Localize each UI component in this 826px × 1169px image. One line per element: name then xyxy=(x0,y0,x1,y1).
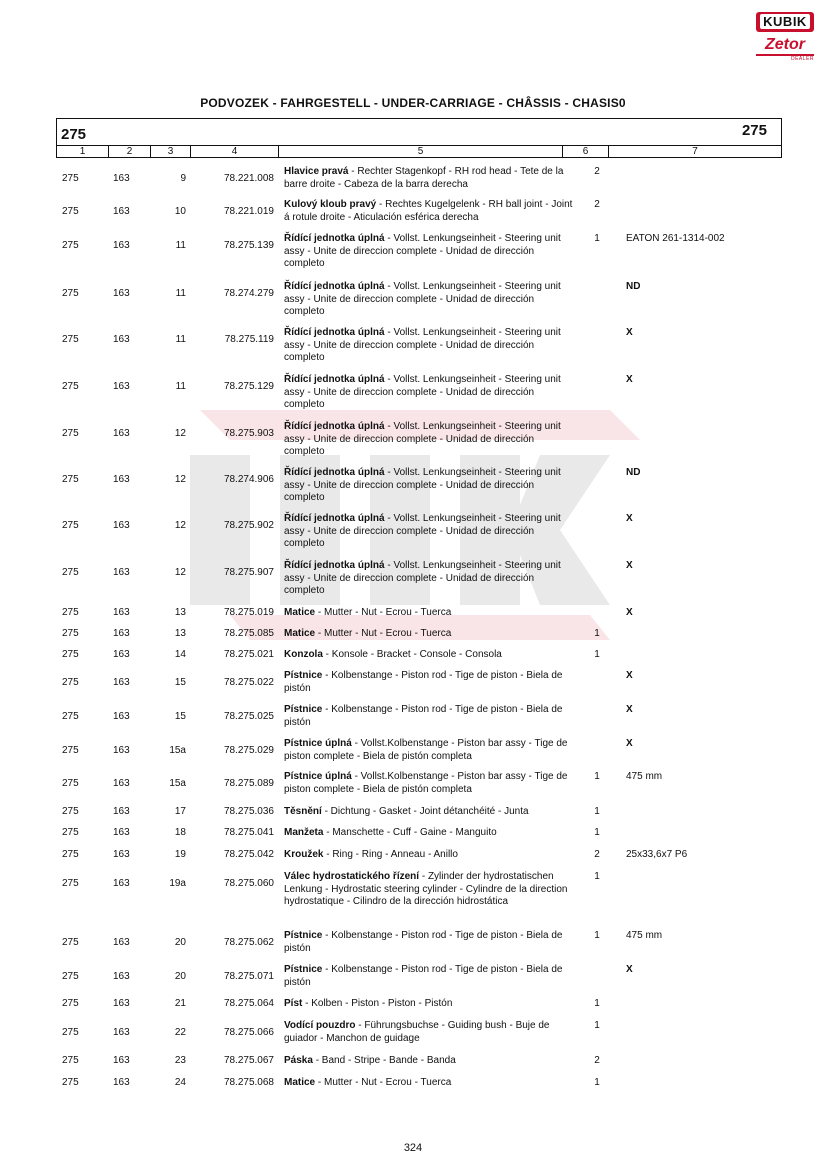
page-ref-cell: 163 xyxy=(113,649,130,660)
quantity-cell: 1 xyxy=(594,771,600,782)
quantity-cell: 1 xyxy=(594,871,600,882)
description-cell xyxy=(284,806,574,819)
description-cell xyxy=(284,560,574,598)
position-cell: 11 xyxy=(175,381,186,392)
part-number-cell: 78.275.068 xyxy=(223,1077,274,1088)
group-cell: 275 xyxy=(62,1077,79,1088)
description-cell xyxy=(284,649,574,662)
description-translations: - Vollst. Lenkungseinheit - Steering unit assy - Unite de direccion complete - Unidad de dirección completo xyxy=(284,281,561,317)
description-name: Řídící jednotka úplná xyxy=(284,467,385,478)
quantity-cell: 1 xyxy=(594,998,600,1009)
position-cell: 12 xyxy=(174,474,186,485)
note-cell: X xyxy=(626,327,633,338)
description-translations: - Vollst. Lenkungseinheit - Steering unit assy - Unite de direccion complete - Unidad de dirección completo xyxy=(284,421,561,457)
description-cell xyxy=(284,166,574,191)
part-number-cell: 78.275.029 xyxy=(223,745,274,756)
group-cell: 275 xyxy=(62,711,79,722)
group-cell: 275 xyxy=(62,567,79,578)
position-cell: 20 xyxy=(174,971,186,982)
part-number-cell: 78.275.129 xyxy=(223,381,274,392)
group-cell: 275 xyxy=(62,971,79,982)
quantity-cell: 1 xyxy=(594,827,600,838)
logo-dealer: DEALER xyxy=(790,56,814,62)
description-translations: - Kolbenstange - Piston rod - Tige de piston - Biela de pistón xyxy=(284,704,563,728)
position-cell: 11 xyxy=(175,288,186,299)
page-ref-cell: 163 xyxy=(113,1077,130,1088)
note-cell: 475 mm xyxy=(626,930,663,941)
description-name: Konzola xyxy=(284,649,323,660)
group-number-right: 275 xyxy=(741,122,767,139)
quantity-cell: 1 xyxy=(594,1077,600,1088)
part-number-cell: 78.275.067 xyxy=(223,1055,274,1066)
description-translations: - Kolbenstange - Piston rod - Tige de piston - Biela de pistón xyxy=(284,670,563,694)
page-ref-cell: 163 xyxy=(113,240,130,251)
note-cell: ND xyxy=(626,467,641,478)
page-ref-cell: 163 xyxy=(113,206,130,217)
description-name: Řídící jednotka úplná xyxy=(284,281,385,292)
quantity-cell: 2 xyxy=(594,849,600,860)
description-translations: - Rechter Stagenkopf - RH rod head - Tete de la barre droite - Cabeza de la barra derecha xyxy=(284,166,564,190)
description-cell xyxy=(284,704,574,729)
group-cell: 275 xyxy=(62,428,79,439)
page-ref-cell: 163 xyxy=(113,381,130,392)
group-cell: 275 xyxy=(62,628,79,639)
part-number-cell: 78.275.089 xyxy=(223,778,274,789)
position-cell: 19a xyxy=(169,878,186,889)
part-number-cell: 78.274.906 xyxy=(223,474,274,485)
column-header: 7 xyxy=(692,146,698,157)
page-ref-cell: 163 xyxy=(113,806,130,817)
position-cell: 23 xyxy=(174,1055,186,1066)
section-heading: PODVOZEK - FAHRGESTELL - UNDER-CARRIAGE - CHÂSSIS - CHASIS0 xyxy=(200,96,626,110)
part-number-cell: 78.221.019 xyxy=(223,206,274,217)
quantity-cell: 1 xyxy=(594,628,600,639)
logo-zetor: Zetor xyxy=(756,36,814,56)
description-cell xyxy=(284,827,574,840)
part-number-cell: 78.275.041 xyxy=(223,827,274,838)
part-number-cell: 78.275.907 xyxy=(223,567,274,578)
group-cell: 275 xyxy=(62,474,79,485)
part-number-cell: 78.275.071 xyxy=(223,971,274,982)
quantity-cell: 1 xyxy=(594,806,600,817)
description-translations: - Band - Stripe - Bande - Banda xyxy=(312,1055,456,1066)
description-translations: - Kolben - Piston - Piston - Pistón xyxy=(302,998,453,1009)
note-cell: X xyxy=(626,670,633,681)
description-cell xyxy=(284,738,574,763)
description-translations: - Vollst. Lenkungseinheit - Steering unit assy - Unite de direccion complete - Unidad de dirección completo xyxy=(284,513,561,549)
quantity-cell: 2 xyxy=(594,166,600,177)
description-name: Řídící jednotka úplná xyxy=(284,560,385,571)
page-ref-cell: 163 xyxy=(113,288,130,299)
page-ref-cell: 163 xyxy=(113,474,130,485)
description-name: Hlavice pravá xyxy=(284,166,349,177)
part-number-cell: 78.275.064 xyxy=(223,998,274,1009)
position-cell: 15 xyxy=(174,677,186,688)
description-translations: - Vollst. Lenkungseinheit - Steering unit assy - Unite de direccion complete - Unidad de dirección completo xyxy=(284,560,561,596)
description-cell xyxy=(284,771,574,796)
description-cell xyxy=(284,421,574,459)
description-translations: - Mutter - Nut - Ecrou - Tuerca xyxy=(315,628,452,639)
note-cell: 475 mm xyxy=(626,771,663,782)
description-translations: - Kolbenstange - Piston rod - Tige de piston - Biela de pistón xyxy=(284,964,563,988)
position-cell: 15 xyxy=(174,711,186,722)
page-ref-cell: 163 xyxy=(113,567,130,578)
part-number-cell: 78.275.066 xyxy=(223,1027,274,1038)
description-cell xyxy=(284,1077,574,1090)
page-ref-cell: 163 xyxy=(113,1027,130,1038)
description-translations: - Vollst. Lenkungseinheit - Steering unit assy - Unite de direccion complete - Unidad de dirección completo xyxy=(284,233,561,269)
description-name: Válec hydrostatického řízení xyxy=(284,871,420,882)
description-cell xyxy=(284,998,574,1011)
quantity-cell: 1 xyxy=(594,1020,600,1031)
position-cell: 15a xyxy=(169,778,186,789)
description-translations: - Konsole - Bracket - Console - Consola xyxy=(322,649,502,660)
page-ref-cell: 163 xyxy=(113,677,130,688)
page-ref-cell: 163 xyxy=(113,711,130,722)
position-cell: 11 xyxy=(175,240,186,251)
quantity-cell: 1 xyxy=(594,649,600,660)
page-ref-cell: 163 xyxy=(113,745,130,756)
page-ref-cell: 163 xyxy=(113,849,130,860)
description-cell xyxy=(284,849,574,862)
note-cell: X xyxy=(626,738,633,749)
group-cell: 275 xyxy=(62,520,79,531)
description-cell xyxy=(284,513,574,551)
description-cell xyxy=(284,871,574,909)
kubik-zetor-logo xyxy=(756,12,814,64)
group-cell: 275 xyxy=(62,827,79,838)
part-number-cell: 78.275.060 xyxy=(223,878,274,889)
part-number-cell: 78.275.019 xyxy=(223,607,274,618)
description-name: Řídící jednotka úplná xyxy=(284,327,385,338)
column-header: 4 xyxy=(191,146,279,157)
description-name: Řídící jednotka úplná xyxy=(284,513,385,524)
group-cell: 275 xyxy=(62,381,79,392)
group-header xyxy=(56,118,782,145)
description-translations: - Zylinder der hydrostatischen Lenkung - Hydrostatic steering cylinder - Cylindre de la direction hydrostatique - Cilindro de la dirección hidrostática xyxy=(284,871,568,907)
group-cell: 275 xyxy=(62,937,79,948)
note-cell: X xyxy=(626,560,633,571)
description-name: Pístnice xyxy=(284,930,323,941)
description-translations: - Mutter - Nut - Ecrou - Tuerca xyxy=(315,1077,452,1088)
part-number-cell: 78.275.021 xyxy=(223,649,274,660)
part-number-cell: 78.275.022 xyxy=(223,677,274,688)
group-number-left: 275 xyxy=(61,126,87,143)
page-ref-cell: 163 xyxy=(113,937,130,948)
part-number-cell: 78.275.119 xyxy=(224,334,274,345)
description-name: Řídící jednotka úplná xyxy=(284,421,385,432)
note-cell: EATON 261-1314-002 xyxy=(626,233,725,244)
position-cell: 14 xyxy=(174,649,186,660)
part-number-cell: 78.221.008 xyxy=(223,173,274,184)
page-ref-cell: 163 xyxy=(113,1055,130,1066)
description-translations: - Führungsbuchse - Guiding bush - Buje de guiador - Manchon de guidage xyxy=(284,1020,550,1044)
group-cell: 275 xyxy=(62,849,79,860)
group-cell: 275 xyxy=(62,240,79,251)
group-cell: 275 xyxy=(62,1027,79,1038)
column-header: 2 xyxy=(109,146,151,157)
page-ref-cell: 163 xyxy=(113,998,130,1009)
position-cell: 20 xyxy=(174,937,186,948)
note-cell: X xyxy=(626,607,633,618)
note-cell: 25x33,6x7 P6 xyxy=(626,849,688,860)
description-cell xyxy=(284,930,574,955)
description-cell xyxy=(284,281,574,319)
description-name: Matice xyxy=(284,607,316,618)
position-cell: 9 xyxy=(180,173,186,184)
position-cell: 15a xyxy=(169,745,186,756)
group-cell: 275 xyxy=(62,649,79,660)
group-cell: 275 xyxy=(62,998,79,1009)
description-translations: - Vollst. Lenkungseinheit - Steering unit assy - Unite de direccion complete - Unidad de dirección completo xyxy=(284,374,561,410)
description-name: Matice xyxy=(284,1077,316,1088)
part-number-cell: 78.275.062 xyxy=(223,937,274,948)
position-cell: 13 xyxy=(174,628,186,639)
description-translations: - Mutter - Nut - Ecrou - Tuerca xyxy=(315,607,452,618)
position-cell: 17 xyxy=(174,806,186,817)
note-cell: ND xyxy=(626,281,641,292)
description-name: Pístnice xyxy=(284,704,323,715)
column-header: 6 xyxy=(563,146,609,157)
description-name: Páska xyxy=(284,1055,313,1066)
page-ref-cell: 163 xyxy=(113,173,130,184)
position-cell: 12 xyxy=(174,428,186,439)
description-name: Kulový kloub pravý xyxy=(284,199,377,210)
group-cell: 275 xyxy=(62,878,79,889)
group-cell: 275 xyxy=(62,173,79,184)
group-cell: 275 xyxy=(62,677,79,688)
note-cell: X xyxy=(626,704,633,715)
part-number-cell: 78.275.903 xyxy=(223,428,274,439)
page-ref-cell: 163 xyxy=(113,778,130,789)
part-number-cell: 78.275.085 xyxy=(223,628,274,639)
description-translations: - Rechtes Kugelgelenk - RH ball joint - Joint á rotule droite - Aticulación esférica derecha xyxy=(284,199,573,223)
description-cell xyxy=(284,670,574,695)
group-cell: 275 xyxy=(62,607,79,618)
quantity-cell: 1 xyxy=(594,233,600,244)
position-cell: 24 xyxy=(174,1077,186,1088)
description-name: Těsnění xyxy=(284,806,322,817)
description-translations: - Manschette - Cuff - Gaine - Manguito xyxy=(323,827,497,838)
group-cell: 275 xyxy=(62,206,79,217)
description-name: Pístnice xyxy=(284,964,323,975)
part-number-cell: 78.274.279 xyxy=(223,288,274,299)
position-cell: 13 xyxy=(174,607,186,618)
description-cell xyxy=(284,467,574,505)
page-ref-cell: 163 xyxy=(113,607,130,618)
position-cell: 12 xyxy=(174,567,186,578)
description-translations: - Vollst. Lenkungseinheit - Steering unit assy - Unite de direccion complete - Unidad de dirección completo xyxy=(284,327,561,363)
position-cell: 11 xyxy=(175,334,186,345)
part-number-cell: 78.275.902 xyxy=(223,520,274,531)
description-name: Pístnice xyxy=(284,670,323,681)
page-ref-cell: 163 xyxy=(113,628,130,639)
part-number-cell: 78.275.036 xyxy=(223,806,274,817)
group-cell: 275 xyxy=(62,334,79,345)
part-number-cell: 78.275.025 xyxy=(223,711,274,722)
description-name: Řídící jednotka úplná xyxy=(284,233,385,244)
position-cell: 21 xyxy=(174,998,186,1009)
column-header: 1 xyxy=(57,146,109,157)
page-ref-cell: 163 xyxy=(113,878,130,889)
description-name: Manžeta xyxy=(284,827,324,838)
description-cell xyxy=(284,964,574,989)
description-cell xyxy=(284,1055,574,1068)
description-translations: - Vollst.Kolbenstange - Piston bar assy - Tige de piston complete - Biela de pistón completa xyxy=(284,771,568,795)
description-translations: - Vollst.Kolbenstange - Piston bar assy - Tige de piston complete - Biela de pistón completa xyxy=(284,738,568,762)
description-cell xyxy=(284,374,574,412)
position-cell: 22 xyxy=(174,1027,186,1038)
part-number-cell: 78.275.042 xyxy=(223,849,274,860)
description-name: Vodící pouzdro xyxy=(284,1020,356,1031)
description-translations: - Kolbenstange - Piston rod - Tige de piston - Biela de pistón xyxy=(284,930,563,954)
description-name: Pístnice úplná xyxy=(284,738,352,749)
description-name: Píst xyxy=(284,998,303,1009)
quantity-cell: 2 xyxy=(594,199,600,210)
note-cell: X xyxy=(626,374,633,385)
logo-kubik: KUBIK xyxy=(756,12,814,32)
description-cell xyxy=(284,233,574,271)
description-name: Pístnice úplná xyxy=(284,771,352,782)
page-ref-cell: 163 xyxy=(113,520,130,531)
description-name: Kroužek xyxy=(284,849,324,860)
page-number: 324 xyxy=(403,1142,423,1154)
group-cell: 275 xyxy=(62,745,79,756)
page-ref-cell: 163 xyxy=(113,827,130,838)
page-ref-cell: 163 xyxy=(113,334,130,345)
description-translations: - Dichtung - Gasket - Joint détanchéité - Junta xyxy=(321,806,529,817)
description-name: Matice xyxy=(284,628,316,639)
description-cell xyxy=(284,607,574,620)
column-header-row xyxy=(56,145,782,158)
description-translations: - Ring - Ring - Anneau - Anillo xyxy=(323,849,458,860)
description-cell xyxy=(284,327,574,365)
group-cell: 275 xyxy=(62,806,79,817)
group-cell: 275 xyxy=(62,288,79,299)
group-cell: 275 xyxy=(62,778,79,789)
description-translations: - Vollst. Lenkungseinheit - Steering unit assy - Unite de direccion complete - Unidad de dirección completo xyxy=(284,467,561,503)
column-header: 5 xyxy=(279,146,563,157)
quantity-cell: 2 xyxy=(594,1055,600,1066)
description-name: Řídící jednotka úplná xyxy=(284,374,385,385)
page-ref-cell: 163 xyxy=(113,971,130,982)
description-cell xyxy=(284,199,574,224)
description-cell xyxy=(284,628,574,641)
position-cell: 19 xyxy=(174,849,186,860)
part-number-cell: 78.275.139 xyxy=(223,240,274,251)
description-cell xyxy=(284,1020,574,1045)
position-cell: 10 xyxy=(174,206,186,217)
group-cell: 275 xyxy=(62,1055,79,1066)
quantity-cell: 1 xyxy=(594,930,600,941)
note-cell: X xyxy=(626,964,633,975)
column-header: 3 xyxy=(151,146,191,157)
position-cell: 12 xyxy=(174,520,186,531)
note-cell: X xyxy=(626,513,633,524)
position-cell: 18 xyxy=(174,827,186,838)
page-ref-cell: 163 xyxy=(113,428,130,439)
